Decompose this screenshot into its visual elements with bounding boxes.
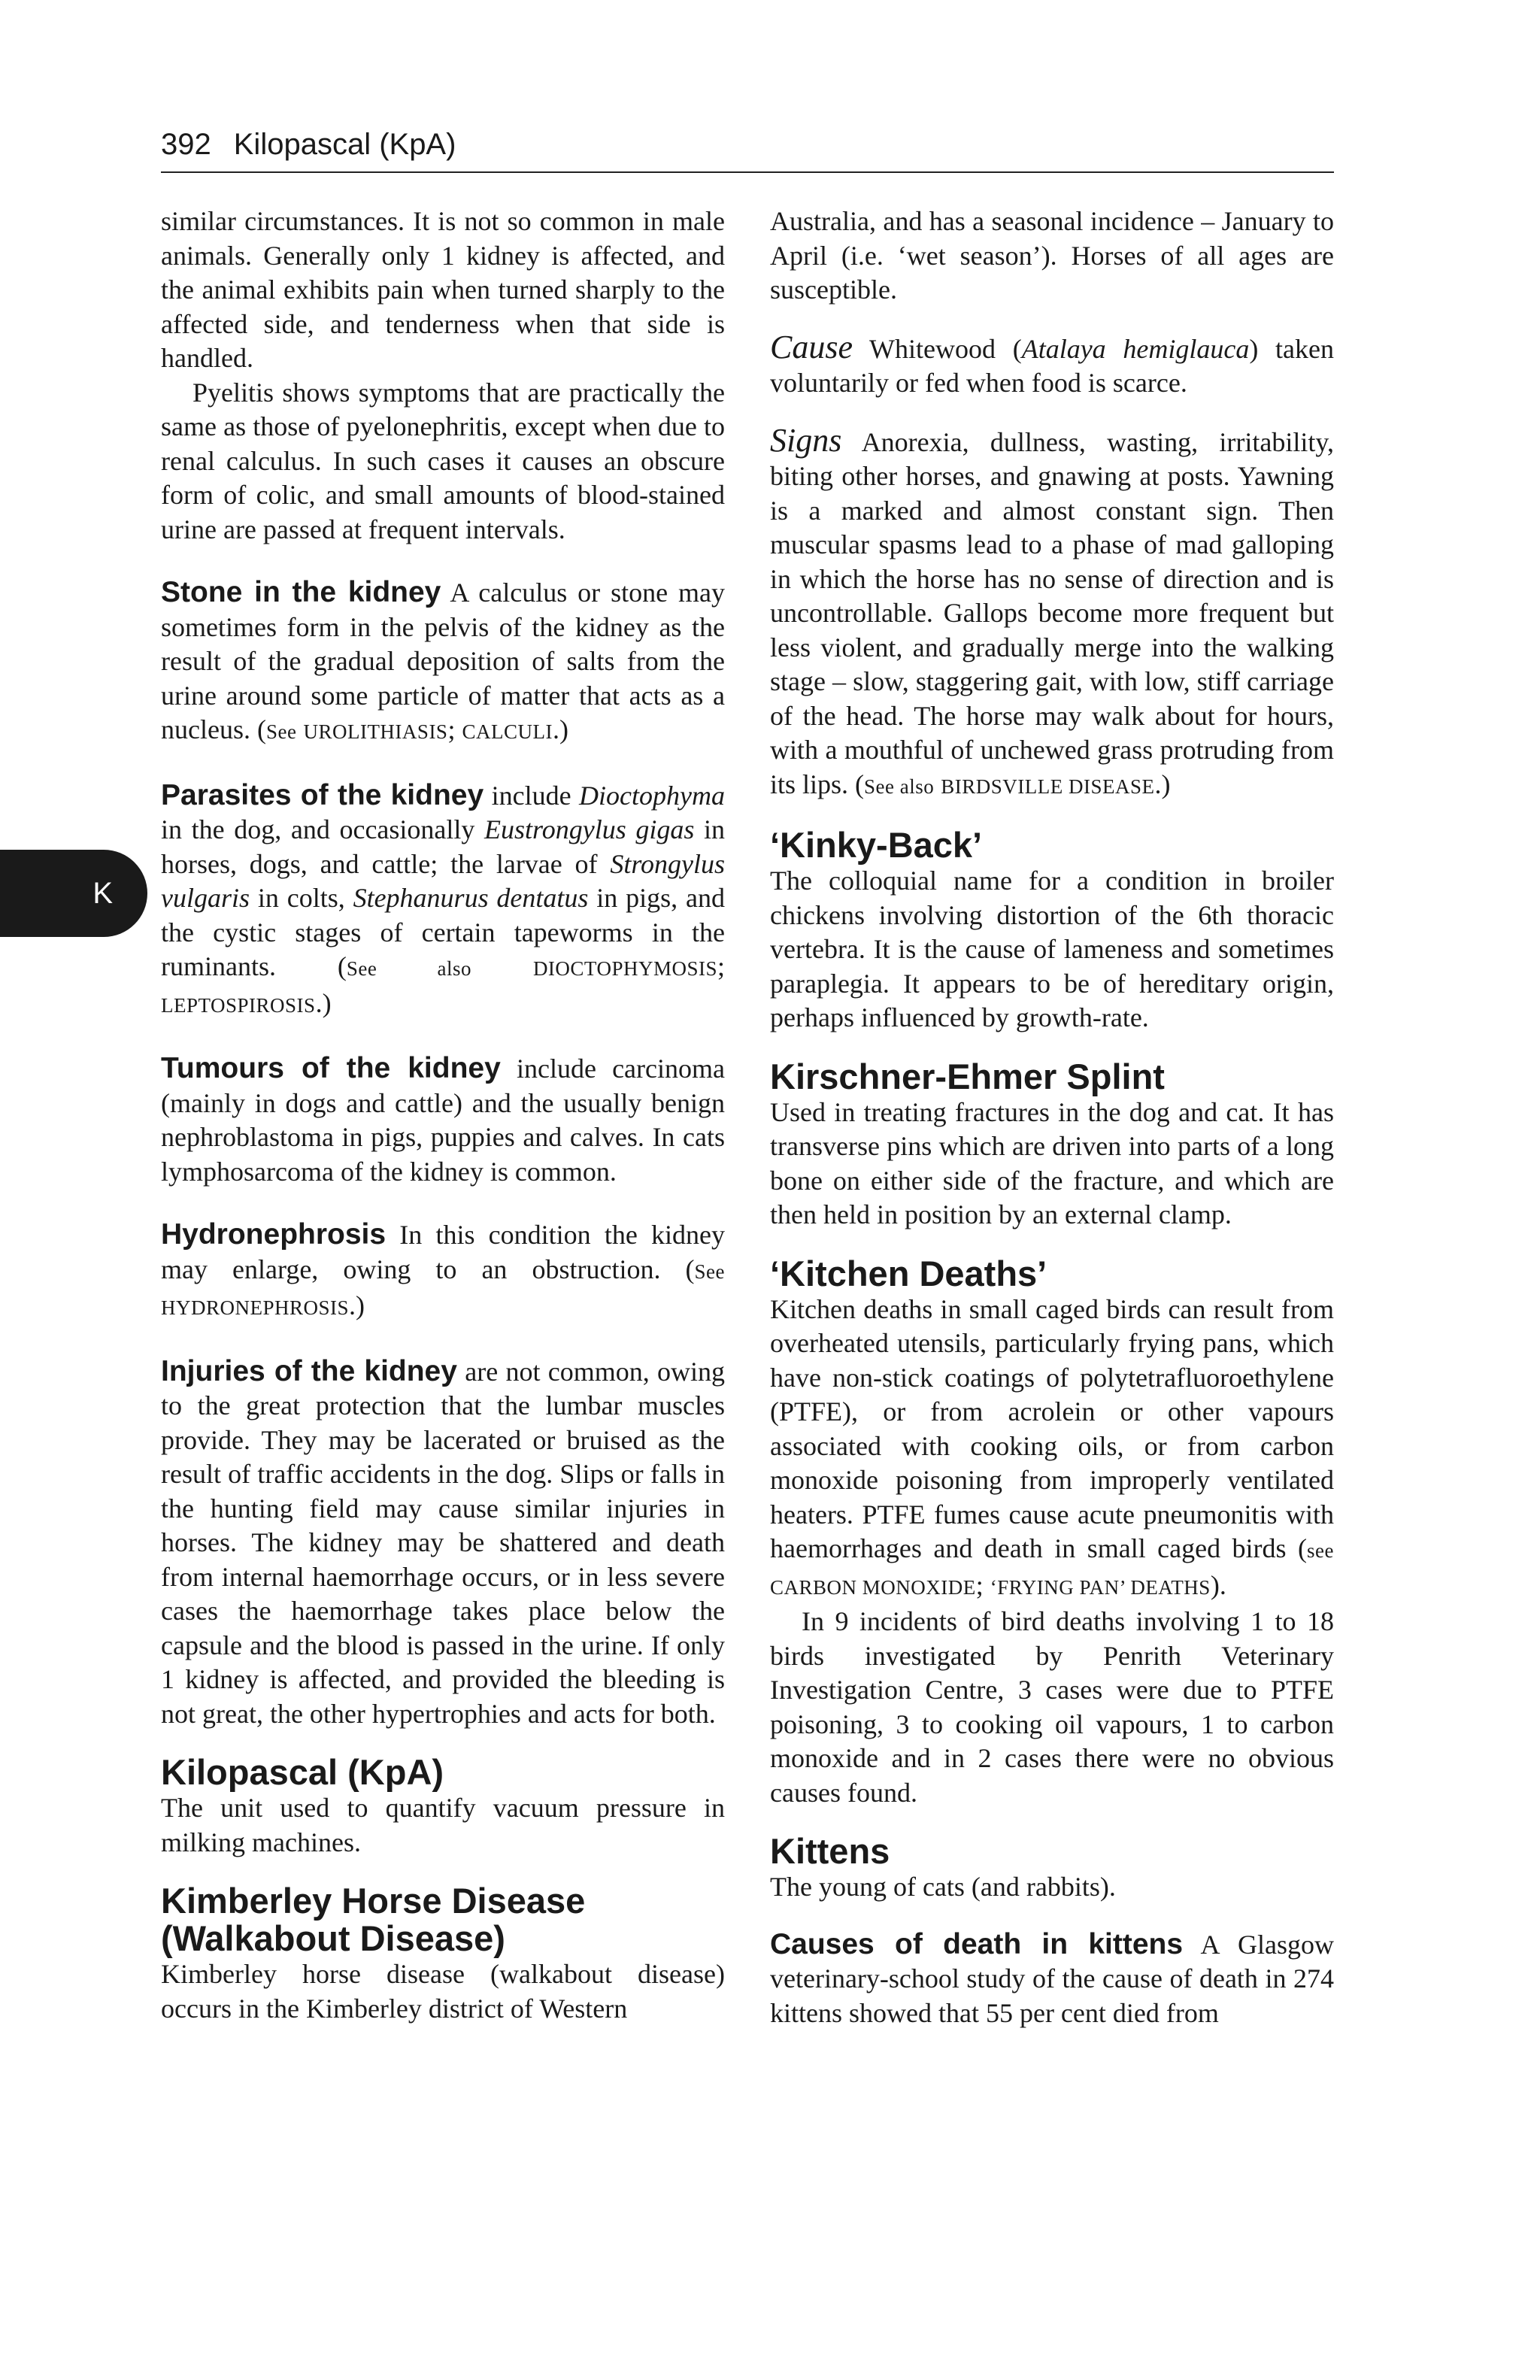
right-column [770,205,1334,2030]
running-head-title: Kilopascal (KpA) [233,128,456,161]
thumb-index-tab: K [0,850,147,937]
cross-reference[interactable]: HYDRONEPHROSIS [161,1296,350,1319]
running-head [161,126,1334,162]
label-signs: Signs [770,421,842,459]
paragraph: Used in treating fractures in the dog and cat. It has transverse pins which are driven into parts of a long bone on either side of the fracture, and which are then held in position by an external clamp. [770,1096,1334,1229]
paragraph: Kimberley horse disease (walkabout disease) occurs in the Kimberley district of Western [161,1959,725,2024]
paragraph: Kitchen deaths in small caged birds can result from overheated utensils, particularly frying pans, which have non-stick coatings of polytetrafluoroethylene (PTFE), or from acrolein or other vapours associated with cooking oils, or from carbon monoxide poisoning from improperly ventilated heaters. PTFE fumes cause acute pneumonitis with haemorrhages and death in small caged birds (see CARBON MONOXIDE; ‘FRYING PAN’ DEATHS). [770,1293,1334,1600]
entry-tumours-of-kidney: Tumours of the kidney include carcinoma (mainly in dogs and cattle) and the usually benign nephroblastoma in pigs, puppies and calves. In cats lymphosarcoma of the kidney is common. [161,1052,725,1187]
entry-heading-kilopascal: Kilopascal (KpA) [161,1752,444,1792]
cross-reference[interactable]: LEPTOSPIROSIS [161,993,316,1017]
label-cause: Cause [770,328,853,365]
page-number: 392 [161,128,211,161]
cross-reference-see: See also [346,957,472,980]
paragraph: In 9 incidents of bird deaths involving 1 to 18 birds investigated by Penrith Veterinary Investigation Centre, 3 cases were due to PTFE poisoning, 3 to cooking oil vapours, 1 to carbon monoxide and in 2 cases there were no obvious causes found. [770,1606,1334,1808]
subheading: Hydronephrosis [161,1218,387,1251]
cross-reference-see: See also [864,775,935,798]
cross-reference[interactable]: UROLITHIASIS [303,720,448,743]
paragraph: Australia, and has a seasonal incidence – January to April (i.e. ‘wet season’). Horses of all ages are susceptible. [770,206,1334,305]
cross-reference[interactable]: CARBON MONOXIDE [770,1575,976,1599]
entry-hydronephrosis: Hydronephrosis In this condition the kidney may enlarge, owing to an obstruction. (See HYDRONEPHROSIS.) [161,1218,725,1320]
cross-reference-see: See [694,1260,725,1283]
paragraph: The young of cats (and rabbits). [770,1872,1116,1902]
subheading: Injuries of the kidney [161,1354,457,1387]
entry-cause: Cause Whitewood (Atalaya hemiglauca) taken voluntarily or fed when food is scarce. [770,328,1334,398]
cross-reference[interactable]: BIRDSVILLE DISEASE [941,775,1155,798]
subheading: Stone in the kidney [161,576,441,608]
subheading: Causes of death in kittens [770,1927,1184,1960]
entry-causes-of-death-in-kittens: Causes of death in kittens A Glasgow veterinary-school study of the cause of death in 274 kittens showed that 55 per cent died from [770,1927,1334,2028]
entry-heading-kitchen-deaths: ‘Kitchen Deaths’ [770,1253,1047,1293]
entry-heading-kirschner: Kirschner-Ehmer Splint [770,1056,1165,1096]
header-rule [161,171,1334,173]
entry-signs: Signs Anorexia, dullness, wasting, irritability, biting other horses, and gnawing at posts. Yawning is a marked and almost constant sign. Then muscular spasms lead to a phase of mad galloping in which the horse has no sense of direction and is uncontrollable. Gallops become more frequent but less violent, and gradually merge into the walking stage – slow, staggering gait, with low, stiff carriage of the head. The horse may walk about for hours, with a mouthful of unchewed grass protruding from its lips. (See also BIRDSVILLE DISEASE.) [770,421,1334,799]
left-column [161,205,725,2026]
paragraph: similar circumstances. It is not so common in male animals. Generally only 1 kidney is affected, and the animal exhibits pain when turned sharply to the affected side, and tenderness when that side is handled. [161,206,725,373]
cross-reference-see: see [1307,1539,1334,1562]
subheading: Tumours of the kidney [161,1052,501,1084]
cross-reference-see: See [265,720,297,743]
entry-heading-kinky-back: ‘Kinky-Back’ [770,825,983,865]
paragraph: The unit used to quantify vacuum pressure in milking machines. [161,1793,725,1857]
subheading: Parasites of the kidney [161,778,484,811]
entry-injuries-of-kidney: Injuries of the kidney are not common, owing to the great protection that the lumbar muscles provide. They may be lacerated or bruised as the result of traffic accidents in the dog. Slips or falls in the hunting field may cause similar injuries in horses. The kidney may be shattered and death from internal haemorrhage occurs, or in less severe cases the haemorrhage takes place below the capsule and the blood is passed in the urine. If only 1 kidney is affected, and provided the bleeding is not great, the other hypertrophies and acts for both. [161,1354,726,1729]
entry-heading-kittens: Kittens [770,1831,890,1871]
entry-parasites-of-kidney: Parasites of the kidney include Dioctophyma in the dog, and occasionally Eustrongylus gigas in horses, dogs, and cattle; the larvae of Strongylus vulgaris in colts, Stephanurus dentatus in pigs, and the cystic stages of certain tapeworms in the ruminants. (See also DIOCTOPHYMOSIS; LEPTOSPIROSIS.) [161,778,725,1018]
paragraph: Pyelitis shows symptoms that are practically the same as those of pyelonephritis, except when due to renal calculus. In such cases it causes an obscure form of colic, and small amounts of blood-stained urine are passed at frequent intervals. [161,377,725,544]
entry-heading-kimberley: Kimberley Horse Disease (Walkabout Disease) [161,1881,586,1958]
cross-reference[interactable]: CALCULI [462,720,553,743]
cross-reference[interactable]: DIOCTOPHYMOSIS [532,957,717,980]
cross-reference[interactable]: ‘FRYING PAN’ DEATHS [990,1575,1211,1599]
entry-stone-in-kidney: Stone in the kidney A calculus or stone may sometimes form in the pelvis of the kidney as the result of the gradual deposition of salts from the urine around some particle of matter that acts as a nucleus. (See UROLITHIASIS; CALCULI.) [161,576,725,744]
paragraph: The colloquial name for a condition in broiler chickens involving distortion of the 6th thoracic vertebra. It is the cause of lameness and sometimes paraplegia. It appears to be of hereditary origin, perhaps influenced by growth-rate. [770,866,1334,1032]
